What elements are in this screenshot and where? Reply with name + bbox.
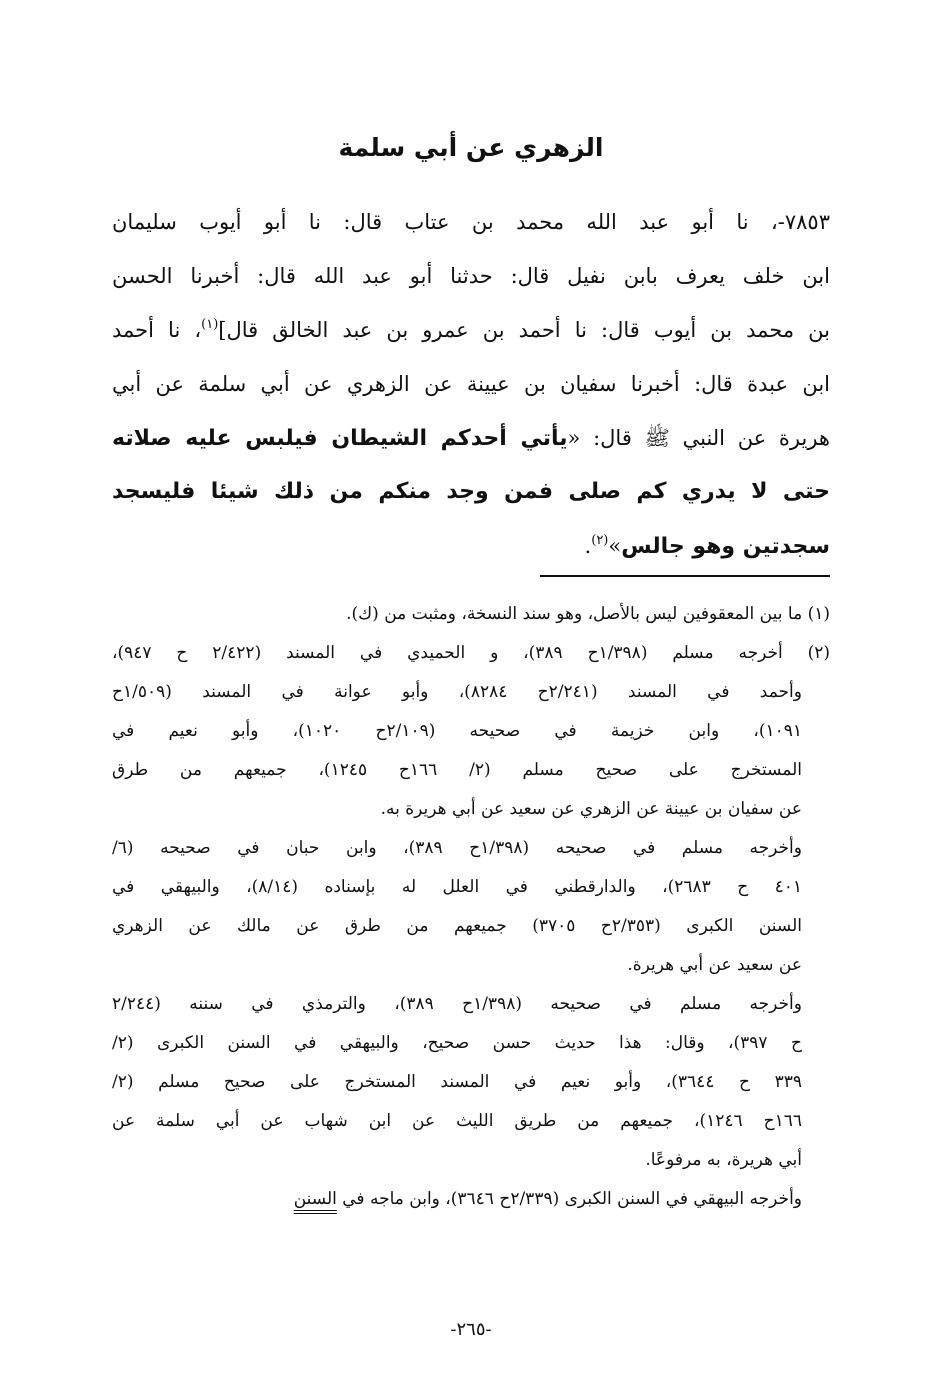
hadith-line bbox=[112, 303, 830, 357]
footnote-2-text: وأخرجه البيهقي في السنن الكبرى (٢/٣٣٩ح ٣٦٤٦)، وابن ماجه في bbox=[336, 1189, 802, 1209]
footnote-2-line: وأخرجه مسلم في صحيحه (١/٣٩٨ح ٣٨٩)، وابن حبان في صحيحه (٦/ bbox=[112, 838, 802, 858]
footnote-2-line: ٤٠١ ح ٢٦٨٣)، والدارقطني في العلل له بإسناده (٨/١٤)، والبيهقي في bbox=[112, 877, 803, 897]
footnote-2-line: عن سعيد عن أبي هريرة. bbox=[627, 955, 802, 975]
footnote-2-line: (٢) أخرجه مسلم (١/٣٩٨ح ٣٨٩)، و الحميدي في المسند (٢/٤٢٢ ح ٩٤٧)، bbox=[112, 643, 830, 663]
footnote-2-line: ١٦٦ح ١٢٤٦)، جميعهم من طريق الليث عن ابن شهاب عن أبي سلمة عن bbox=[112, 1111, 802, 1131]
chapter-title: الزهري عن أبي سلمة bbox=[338, 133, 604, 162]
footnote-2-line: عن سفيان بن عيينة عن الزهري عن سعيد عن أبي هريرة به. bbox=[380, 799, 802, 819]
footnote-separator bbox=[540, 575, 830, 577]
closing-quote: » bbox=[608, 534, 622, 558]
page-number: -٢٦٥- bbox=[450, 1319, 492, 1340]
hadith-line-text: هريرة عن النبي ﷺ قال: « bbox=[567, 426, 831, 450]
hadith-line: ابن عبدة قال: أخبرنا سفيان بن عيينة عن الزهري عن أبي سلمة عن أبي bbox=[112, 372, 830, 396]
footnote-2-line: وأخرجه مسلم في صحيحه (١/٣٩٨ح ٣٨٩)، والترمذي في سننه (٢/٢٤٤ bbox=[112, 994, 802, 1014]
prophetic-saying: يأتي أحدكم الشيطان فيلبس عليه صلاته bbox=[112, 426, 568, 451]
footnotes bbox=[112, 595, 830, 1219]
full-stop: . bbox=[584, 534, 592, 558]
footnote-2-line: ح ٣٩٧)، وقال: هذا حديث حسن صحيح، والبيهقي في السنن الكبرى (٢/ bbox=[112, 1033, 802, 1053]
footnote-2-line: وأحمد في المسند (٢/٢٤١ح ٨٢٨٤)، وأبو عوانة في المسند (١/٥٠٩ح bbox=[112, 682, 802, 702]
hadith-line: ٧٨٥٣-، نا أبو عبد الله محمد بن عتاب قال: نا أبو أيوب سليمان bbox=[112, 210, 830, 234]
prophetic-saying: سجدتين وهو جالس bbox=[621, 534, 830, 559]
hadith-line-tail: ، نا أحمد bbox=[112, 318, 202, 342]
footnote-2-line: المستخرج على صحيح مسلم (٢/ ١٦٦ح ١٢٤٥)، جميعهم من طرق bbox=[112, 760, 802, 780]
hadith-line-text: بن محمد بن أيوب قال: نا أحمد بن عمرو بن عبد الخالق قال] bbox=[218, 318, 830, 342]
continued-word: السنن bbox=[293, 1189, 337, 1209]
footnote-2-line: أبي هريرة، به مرفوعًا. bbox=[645, 1150, 802, 1170]
prophetic-saying-line: حتى لا يدري كم صلى فمن وجد منكم من ذلك شيئا فليسجد bbox=[112, 479, 830, 504]
footnote-ref-1: (١) bbox=[201, 317, 219, 332]
footnote-1: (١) ما بين المعقوفين ليس بالأصل، وهو سند النسخة، ومثبت من (ك). bbox=[346, 604, 830, 624]
footnote-2-line: ٣٣٩ ح ٣٦٤٤)، وأبو نعيم في المسند المستخرج على صحيح مسلم (٢/ bbox=[112, 1072, 802, 1092]
hadith-line: ابن خلف يعرف بابن نفيل قال: حدثنا أبو عبد الله قال: أخبرنا الحسن bbox=[112, 264, 830, 288]
footnote-2-line: ١٠٩١)، وابن خزيمة في صحيحه (٢/١٠٩ح ١٠٢٠)، وأبو نعيم في bbox=[112, 721, 802, 741]
footnote-2-line: السنن الكبرى (٢/٣٥٣ح ٣٧٠٥) جميعهم من طرق عن مالك عن الزهري bbox=[112, 916, 803, 936]
hadith-text bbox=[112, 195, 830, 573]
footnote-ref-2: (٢) bbox=[591, 533, 609, 548]
footnote-2-line bbox=[112, 1180, 830, 1219]
hadith-line bbox=[112, 411, 830, 465]
hadith-line bbox=[112, 519, 830, 573]
